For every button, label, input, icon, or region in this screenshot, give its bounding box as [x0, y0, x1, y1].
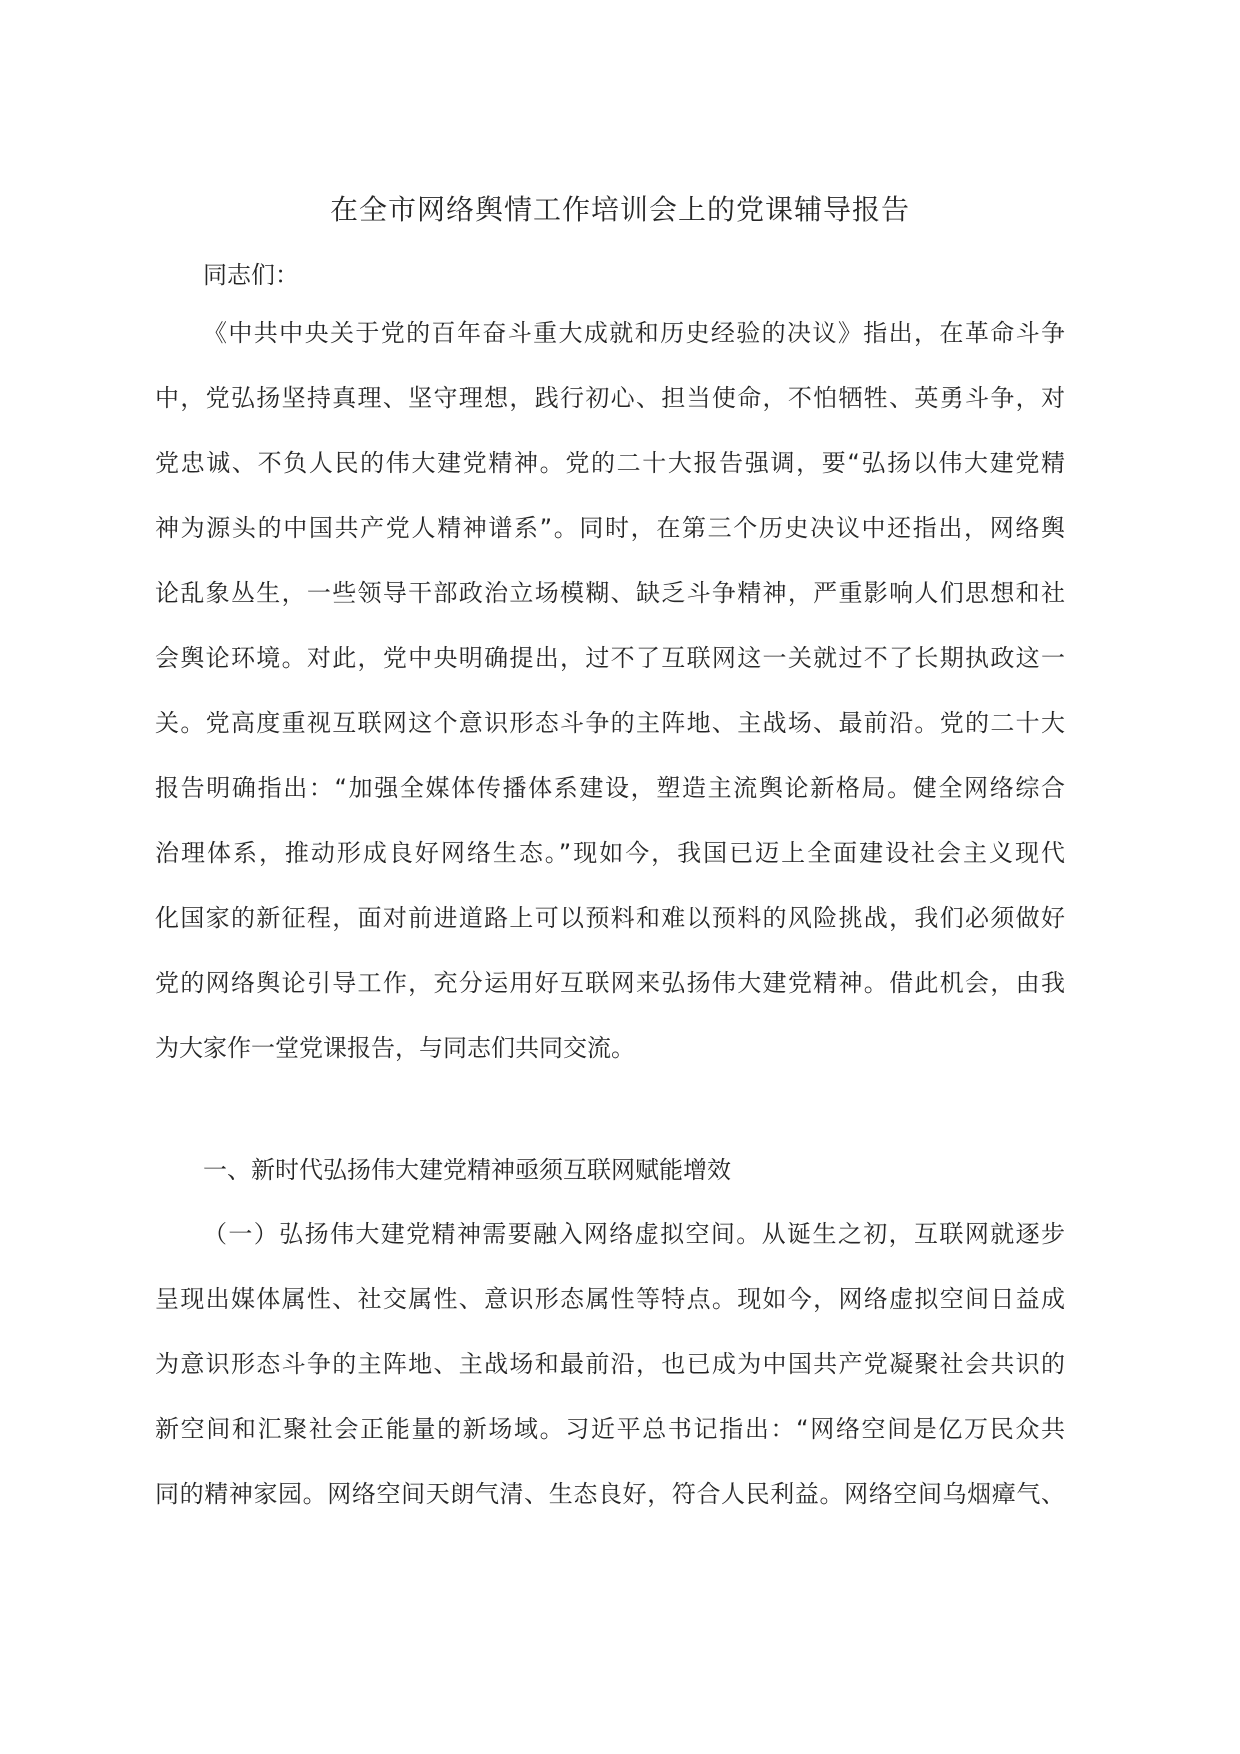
paragraph-line: 为大家作一堂党课报告，与同志们共同交流。 — [155, 1034, 635, 1062]
paragraph-line: 化国家的新征程，面对前进道路上可以预料和难以预料的风险挑战，我们必须做好 — [155, 904, 1065, 932]
document-title: 在全市网络舆情工作培训会上的党课辅导报告 — [329, 193, 910, 226]
paragraph-line: 关。党高度重视互联网这个意识形态斗争的主阵地、主战场、最前沿。党的二十大 — [155, 709, 1065, 737]
paragraph-2 — [155, 1202, 1065, 1527]
paragraph-line: 治理体系，推动形成良好网络生态。”现如今，我国已迈上全面建设社会主义现代 — [155, 839, 1065, 867]
paragraph-line: 党忠诚、不负人民的伟大建党精神。党的二十大报告强调，要“弘扬以伟大建党精 — [155, 449, 1065, 477]
paragraph-line: 报告明确指出：“加强全媒体传播体系建设，塑造主流舆论新格局。健全网络综合 — [155, 774, 1065, 802]
salutation: 同志们： — [203, 261, 299, 289]
paragraph-line: 为意识形态斗争的主阵地、主战场和最前沿，也已成为中国共产党凝聚社会共识的 — [155, 1350, 1065, 1378]
paragraph-line: 神为源头的中国共产党人精神谱系”。同时，在第三个历史决议中还指出，网络舆 — [155, 514, 1065, 542]
salutation-block — [155, 243, 1065, 308]
paragraph-line: 呈现出媒体属性、社交属性、意识形态属性等特点。现如今，网络虚拟空间日益成 — [155, 1285, 1065, 1313]
paragraph-line: 会舆论环境。对此，党中央明确提出，过不了互联网这一关就过不了长期执政这一 — [155, 644, 1065, 672]
paragraph-line: 论乱象丛生，一些领导干部政治立场模糊、缺乏斗争精神，严重影响人们思想和社 — [155, 579, 1065, 607]
paragraph-line: 新空间和汇聚社会正能量的新场域。习近平总书记指出：“网络空间是亿万民众共 — [155, 1415, 1065, 1443]
paragraph-line: 中，党弘扬坚持真理、坚守理想，践行初心、担当使命，不怕牺牲、英勇斗争，对 — [155, 384, 1065, 412]
section-heading: 一、新时代弘扬伟大建党精神亟须互联网赋能增效 — [203, 1156, 731, 1184]
paragraph-line: 党的网络舆论引导工作，充分运用好互联网来弘扬伟大建党精神。借此机会，由我 — [155, 969, 1065, 997]
paragraph-line: 同的精神家园。网络空间天朗气清、生态良好，符合人民利益。网络空间乌烟瘴气、 — [155, 1480, 1065, 1508]
section-heading-block — [155, 1138, 1065, 1203]
paragraph-line: （一）弘扬伟大建党精神需要融入网络虚拟空间。从诞生之初，互联网就逐步 — [203, 1220, 1065, 1248]
paragraph-1 — [155, 301, 1065, 1081]
paragraph-line: 《中共中央关于党的百年奋斗重大成就和历史经验的决议》指出，在革命斗争 — [203, 319, 1065, 347]
